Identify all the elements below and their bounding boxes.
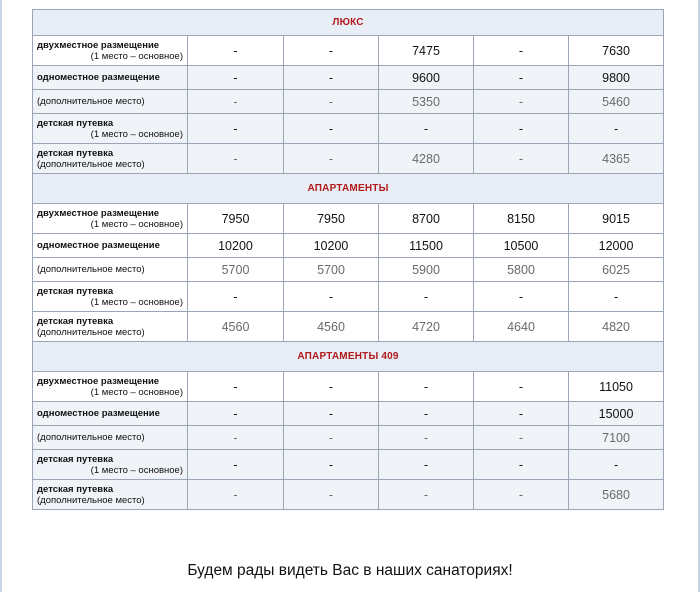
price-cell: - xyxy=(474,144,569,174)
row-label-main: одноместное размещение xyxy=(37,408,160,419)
row-label xyxy=(33,66,188,90)
price-cell: - xyxy=(284,450,379,480)
row-label-main: детская путевка xyxy=(37,483,114,495)
price-table xyxy=(32,9,664,510)
table-row xyxy=(33,258,664,282)
price-cell: - xyxy=(569,450,664,480)
section-header xyxy=(33,10,664,36)
price-cell: 5700 xyxy=(188,258,284,282)
price-cell: - xyxy=(569,114,664,144)
price-cell: - xyxy=(188,282,284,312)
row-label xyxy=(33,204,188,234)
price-cell: - xyxy=(474,90,569,114)
price-cell: - xyxy=(474,36,569,66)
table-row xyxy=(33,36,664,66)
row-label xyxy=(33,402,188,426)
price-cell: - xyxy=(569,282,664,312)
row-label-main: детская путевка xyxy=(37,285,114,297)
row-label xyxy=(33,144,188,174)
table-row xyxy=(33,312,664,342)
row-label-sub: (1 место – основное) xyxy=(90,218,183,230)
price-cell: - xyxy=(474,480,569,510)
price-cell: 15000 xyxy=(569,402,664,426)
row-label-sub: (дополнительное место) xyxy=(37,432,145,443)
price-cell: - xyxy=(188,36,284,66)
row-label-sub: (дополнительное место) xyxy=(37,158,145,170)
row-label xyxy=(33,312,188,342)
table-row xyxy=(33,144,664,174)
price-cell: 9800 xyxy=(569,66,664,90)
table-row xyxy=(33,282,664,312)
row-label-main: детская путевка xyxy=(37,147,114,159)
price-cell: 7950 xyxy=(188,204,284,234)
row-label-sub: (1 место – основное) xyxy=(90,386,183,398)
price-cell: 10200 xyxy=(284,234,379,258)
section-title: АПАРТАМЕНТЫ 409 xyxy=(33,342,664,372)
price-cell: - xyxy=(379,114,474,144)
row-label xyxy=(33,258,188,282)
price-cell: 7630 xyxy=(569,36,664,66)
left-border xyxy=(0,0,2,592)
price-cell: - xyxy=(474,402,569,426)
price-cell: - xyxy=(284,282,379,312)
row-label-main: детская путевка xyxy=(37,315,114,327)
price-cell: - xyxy=(188,480,284,510)
row-label-main: одноместное размещение xyxy=(37,240,160,251)
price-cell: - xyxy=(284,372,379,402)
row-label xyxy=(33,36,188,66)
row-label-sub: (дополнительное место) xyxy=(37,494,145,506)
price-cell: - xyxy=(188,66,284,90)
price-cell: - xyxy=(474,114,569,144)
price-cell: 10500 xyxy=(474,234,569,258)
price-cell: 5350 xyxy=(379,90,474,114)
price-cell: 7475 xyxy=(379,36,474,66)
row-label-main: двухместное размещение xyxy=(37,375,160,387)
row-label xyxy=(33,426,188,450)
price-cell: 4560 xyxy=(284,312,379,342)
price-cell: 12000 xyxy=(569,234,664,258)
price-cell: - xyxy=(474,450,569,480)
table-row xyxy=(33,402,664,426)
table-row xyxy=(33,234,664,258)
section-title: АПАРТАМЕНТЫ xyxy=(33,174,664,204)
price-cell: - xyxy=(379,480,474,510)
price-cell: 4365 xyxy=(569,144,664,174)
price-cell: 9600 xyxy=(379,66,474,90)
row-label xyxy=(33,90,188,114)
price-cell: - xyxy=(474,426,569,450)
price-cell: 7950 xyxy=(284,204,379,234)
price-cell: - xyxy=(474,372,569,402)
table-row xyxy=(33,90,664,114)
row-label-sub: (дополнительное место) xyxy=(37,264,145,275)
price-cell: 5800 xyxy=(474,258,569,282)
closing-message: Будем рады видеть Вас в наших санаториях! xyxy=(187,562,513,579)
table-row xyxy=(33,114,664,144)
row-label-sub: (дополнительное место) xyxy=(37,326,145,338)
row-label-main: детская путевка xyxy=(37,117,114,129)
price-cell: 8700 xyxy=(379,204,474,234)
price-cell: 4280 xyxy=(379,144,474,174)
row-label-main: одноместное размещение xyxy=(37,72,160,83)
row-label-sub: (1 место – основное) xyxy=(90,296,183,308)
price-cell: - xyxy=(284,114,379,144)
row-label-sub: (дополнительное место) xyxy=(37,96,145,107)
price-cell: - xyxy=(474,282,569,312)
price-cell: 8150 xyxy=(474,204,569,234)
table-row xyxy=(33,480,664,510)
price-cell: - xyxy=(188,144,284,174)
price-cell: - xyxy=(379,450,474,480)
price-cell: - xyxy=(379,282,474,312)
price-cell: - xyxy=(188,90,284,114)
price-cell: - xyxy=(188,372,284,402)
price-cell: 4640 xyxy=(474,312,569,342)
price-cell: 11050 xyxy=(569,372,664,402)
price-cell: - xyxy=(188,426,284,450)
price-cell: 5700 xyxy=(284,258,379,282)
price-cell: 5460 xyxy=(569,90,664,114)
row-label-sub: (1 место – основное) xyxy=(90,50,183,62)
row-label-main: детская путевка xyxy=(37,453,114,465)
section-header xyxy=(33,174,664,204)
price-cell: - xyxy=(188,402,284,426)
price-cell: - xyxy=(284,426,379,450)
table-row xyxy=(33,66,664,90)
row-label-main: двухместное размещение xyxy=(37,207,160,219)
price-cell: - xyxy=(188,450,284,480)
table-row xyxy=(33,372,664,402)
price-cell: 5680 xyxy=(569,480,664,510)
row-label-sub: (1 место – основное) xyxy=(90,464,183,476)
row-label xyxy=(33,480,188,510)
table-row xyxy=(33,426,664,450)
section-header xyxy=(33,342,664,372)
row-label xyxy=(33,114,188,144)
price-cell: - xyxy=(284,144,379,174)
price-cell: - xyxy=(284,402,379,426)
row-label xyxy=(33,282,188,312)
row-label-sub: (1 место – основное) xyxy=(90,128,183,140)
price-cell: - xyxy=(284,90,379,114)
price-cell: 5900 xyxy=(379,258,474,282)
row-label xyxy=(33,450,188,480)
price-cell: 7100 xyxy=(569,426,664,450)
price-cell: - xyxy=(379,402,474,426)
price-cell: 10200 xyxy=(188,234,284,258)
price-cell: 4820 xyxy=(569,312,664,342)
table-row xyxy=(33,450,664,480)
row-label xyxy=(33,372,188,402)
price-cell: 4560 xyxy=(188,312,284,342)
price-cell: 6025 xyxy=(569,258,664,282)
row-label xyxy=(33,234,188,258)
section-title: ЛЮКС xyxy=(33,10,664,36)
price-cell: - xyxy=(474,66,569,90)
price-cell: - xyxy=(284,66,379,90)
price-cell: 4720 xyxy=(379,312,474,342)
price-cell: 11500 xyxy=(379,234,474,258)
price-cell: - xyxy=(379,372,474,402)
price-cell: - xyxy=(284,36,379,66)
row-label-main: двухместное размещение xyxy=(37,39,160,51)
price-cell: - xyxy=(284,480,379,510)
price-cell: - xyxy=(188,114,284,144)
price-cell: - xyxy=(379,426,474,450)
table-row xyxy=(33,204,664,234)
price-cell: 9015 xyxy=(569,204,664,234)
